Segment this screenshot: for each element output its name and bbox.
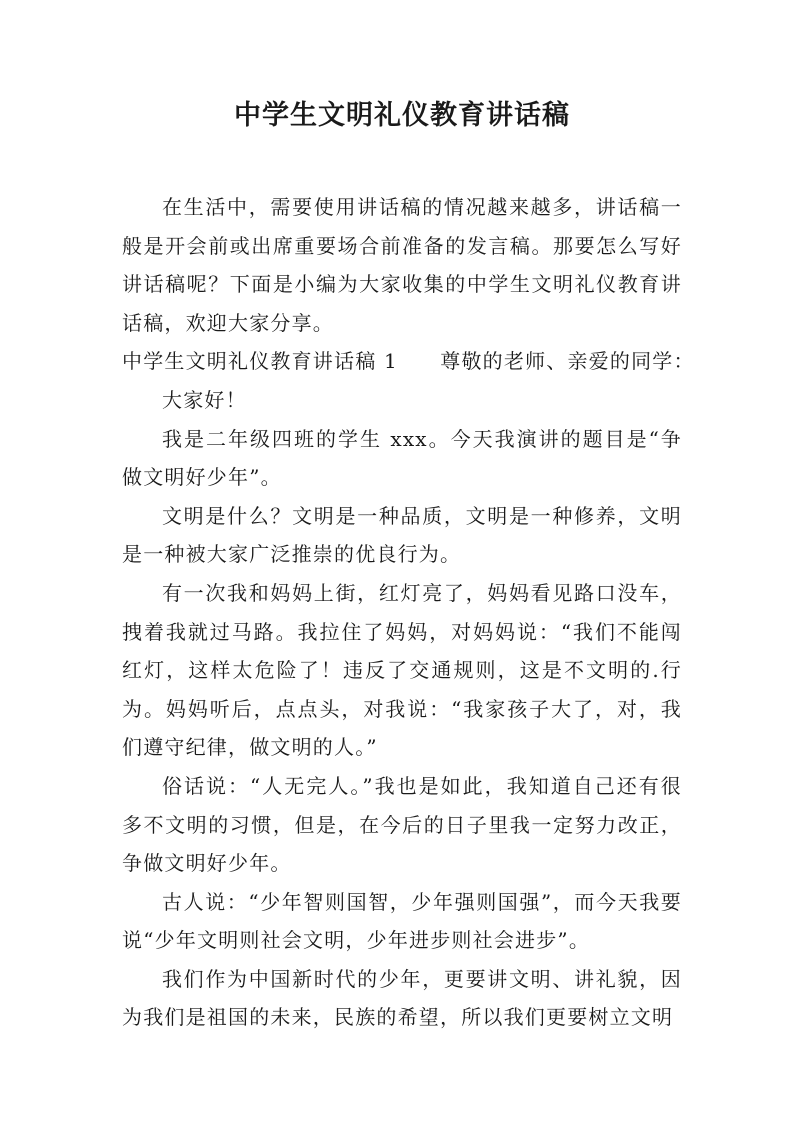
paragraph-proverb: 俗话说：“人无完人。”我也是如此，我知道自己还有很多不文明的习惯，但是，在今后的日子里我一定努力改正，争做文明好少年。 [122, 773, 682, 876]
paragraph-speech-heading: 中学生文明礼仪教育讲话稿 1 尊敬的老师、亲爱的同学： [122, 349, 695, 374]
document-title: 中学生文明礼仪教育讲话稿 [234, 100, 570, 131]
paragraph-story: 有一次我和妈妈上街，红灯亮了，妈妈看见路口没车，拽着我就过马路。我拉住了妈妈，对妈妈说：“我们不能闯红灯，这样太危险了！违反了交通规则，这是不文明的.行为。妈妈听后，点点头，对我说：“我家孩子大了，对，我们遵守纪律，做文明的人。” [122, 580, 682, 760]
paragraph-new-era-youth: 我们作为中国新时代的少年，更要讲文明、讲礼貌，因为我们是祖国的未来，民族的希望，所以我们更要树立文明 [122, 966, 682, 1030]
paragraph-ancient-saying: 古人说：“少年智则国智，少年强则国强”，而今天我要说“少年文明则社会文明，少年进步则社会进步”。 [122, 889, 682, 953]
paragraph-greeting: 大家好！ [162, 387, 247, 412]
paragraph-what-is-civility: 文明是什么？文明是一种品质，文明是一种修养，文明是一种被大家广泛推崇的优良行为。 [122, 503, 682, 567]
document-body [122, 188, 695, 1037]
paragraph-intro: 在生活中，需要使用讲话稿的情况越来越多，讲话稿一般是开会前或出席重要场合前准备的发言稿。那要怎么写好讲话稿呢？下面是小编为大家收集的中学生文明礼仪教育讲话稿，欢迎大家分享。 [122, 195, 682, 335]
paragraph-self-introduction: 我是二年级四班的学生 xxx。今天我演讲的题目是“争做文明好少年”。 [122, 426, 682, 490]
